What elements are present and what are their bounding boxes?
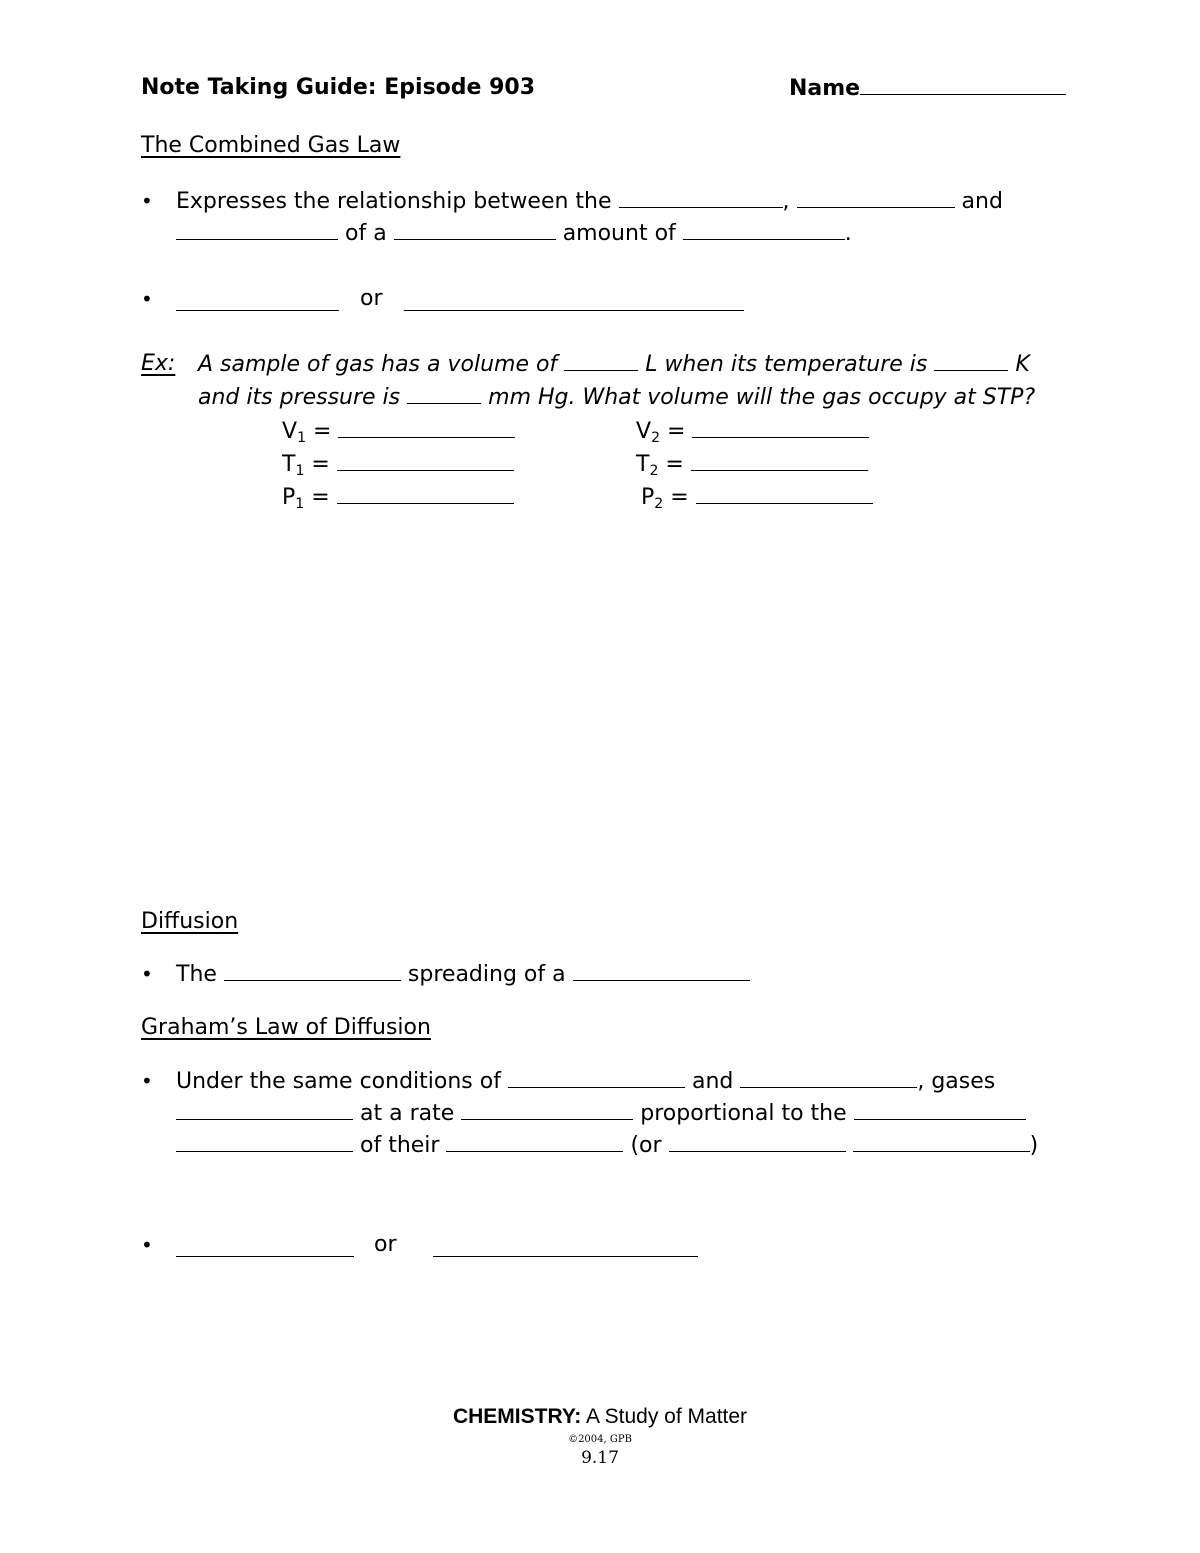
fill-blank[interactable] bbox=[176, 290, 339, 311]
fill-blank[interactable] bbox=[461, 1099, 633, 1120]
fill-blank[interactable] bbox=[853, 1131, 1030, 1152]
fill-blank[interactable] bbox=[404, 290, 744, 311]
example-line1: A sample of gas has a volume of L when its temperature is K bbox=[198, 352, 1030, 377]
var-t1: $T_1$ = bbox=[282, 450, 514, 479]
fill-blank[interactable] bbox=[619, 187, 783, 208]
section-heading-diffusion: Diffusion bbox=[141, 909, 239, 934]
section-heading-combined-gas-law: The Combined Gas Law bbox=[141, 133, 401, 158]
combined-law-line2: of a amount of . bbox=[176, 219, 852, 248]
fill-blank[interactable] bbox=[683, 219, 845, 240]
fill-blank[interactable] bbox=[696, 483, 873, 504]
fill-blank[interactable] bbox=[407, 383, 481, 404]
page-title: Note Taking Guide: Episode 903 bbox=[141, 75, 536, 100]
fill-blank[interactable] bbox=[394, 219, 556, 240]
var-v1: $V_1$ = bbox=[282, 417, 515, 446]
fill-blank[interactable] bbox=[338, 417, 515, 438]
fill-blank[interactable] bbox=[508, 1067, 685, 1088]
fill-blank[interactable] bbox=[564, 350, 638, 371]
fill-blank[interactable] bbox=[573, 960, 750, 981]
bullet-icon: • bbox=[141, 1233, 153, 1257]
fill-blank[interactable] bbox=[691, 450, 868, 471]
fill-blank[interactable] bbox=[176, 1131, 353, 1152]
fill-blank[interactable] bbox=[176, 1236, 354, 1257]
or-label: or bbox=[374, 1232, 397, 1257]
grahams-line3: of their (or ) bbox=[176, 1131, 1038, 1160]
example-label: Ex: bbox=[141, 351, 176, 376]
fill-blank[interactable] bbox=[176, 219, 338, 240]
name-blank[interactable] bbox=[860, 74, 1066, 95]
var-p1: $P_1$ = bbox=[282, 483, 514, 512]
page-number: 9.17 bbox=[581, 1448, 619, 1468]
footer-title: CHEMISTRY: A Study of Matter bbox=[452, 1405, 748, 1428]
var-t2: $T_2$ = bbox=[636, 450, 868, 479]
fill-blank[interactable] bbox=[854, 1099, 1026, 1120]
bullet-icon: • bbox=[141, 1069, 153, 1093]
bullet-icon: • bbox=[141, 287, 153, 311]
var-v2: $V_2$ = bbox=[636, 417, 869, 446]
fill-blank[interactable] bbox=[176, 1099, 353, 1120]
fill-blank[interactable] bbox=[337, 483, 514, 504]
footer-copyright: ©2004, GPB bbox=[568, 1434, 632, 1445]
name-label: Name bbox=[789, 76, 861, 101]
or-label: or bbox=[360, 286, 383, 311]
bullet-icon: • bbox=[141, 962, 153, 986]
fill-blank[interactable] bbox=[740, 1067, 917, 1088]
name-field[interactable] bbox=[789, 74, 1066, 103]
combined-law-line1: Expresses the relationship between the , and bbox=[176, 189, 1003, 214]
grahams-line1: Under the same conditions of and , gases bbox=[176, 1069, 996, 1094]
fill-blank[interactable] bbox=[692, 417, 869, 438]
grahams-line2: at a rate proportional to the bbox=[176, 1099, 1026, 1128]
fill-blank[interactable] bbox=[669, 1131, 846, 1152]
fill-blank[interactable] bbox=[433, 1236, 698, 1257]
fill-blank[interactable] bbox=[337, 450, 514, 471]
fill-blank[interactable] bbox=[446, 1131, 623, 1152]
bullet-icon: • bbox=[141, 189, 153, 213]
section-heading-grahams-law: Graham’s Law of Diffusion bbox=[141, 1015, 431, 1040]
var-p2: $P_2$ = bbox=[641, 483, 873, 512]
fill-blank[interactable] bbox=[934, 350, 1008, 371]
diffusion-line: The spreading of a bbox=[176, 960, 750, 989]
fill-blank[interactable] bbox=[797, 187, 955, 208]
example-line2: and its pressure is mm Hg. What volume will the gas occupy at STP? bbox=[198, 385, 1036, 410]
fill-blank[interactable] bbox=[224, 960, 401, 981]
